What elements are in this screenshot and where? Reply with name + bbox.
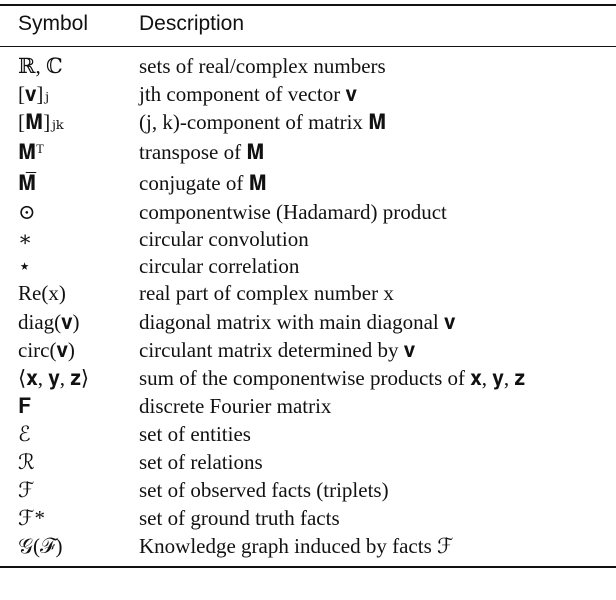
table-row — [0, 310, 616, 337]
row-description: set of relations — [139, 450, 263, 474]
row-symbol: 𝐅 — [18, 394, 32, 418]
row-symbol: 𝒢(ℱ) — [18, 534, 63, 558]
row-description: sum of the componentwise products of 𝐱, 𝐲, 𝐳 — [139, 366, 525, 390]
row-symbol: Re(x) — [18, 281, 66, 305]
table-row — [0, 140, 616, 167]
row-symbol: 𝐌ᵀ — [18, 140, 44, 164]
table-header — [0, 12, 616, 40]
table-row — [0, 82, 616, 109]
row-description: discrete Fourier matrix — [139, 394, 332, 418]
row-symbol: circ(𝐯) — [18, 338, 75, 362]
table-row — [0, 338, 616, 365]
row-symbol: ℰ — [18, 422, 31, 446]
row-description: real part of complex number x — [139, 281, 394, 305]
row-symbol: ∗ — [18, 227, 33, 251]
bottom-rule — [0, 566, 616, 568]
row-description: circular convolution — [139, 227, 309, 251]
row-symbol: ℱ — [18, 478, 35, 502]
table-row — [0, 422, 616, 449]
table-row — [0, 450, 616, 477]
row-description: jth component of vector 𝐯 — [139, 82, 357, 106]
row-description: circulant matrix determined by 𝐯 — [139, 338, 416, 362]
row-description: set of observed facts (triplets) — [139, 478, 389, 502]
table-row — [0, 281, 616, 308]
table-row — [0, 171, 616, 198]
table-row — [0, 200, 616, 227]
table-row — [0, 534, 616, 561]
header-symbol: Symbol — [18, 12, 89, 35]
row-description: set of entities — [139, 422, 251, 446]
row-description: (j, k)-component of matrix 𝐌 — [139, 110, 387, 134]
table-row — [0, 227, 616, 254]
row-symbol: ⊙ — [18, 200, 36, 224]
top-rule — [0, 4, 616, 6]
row-description: transpose of 𝐌 — [139, 140, 265, 164]
row-symbol: [𝐯]ⱼ — [18, 82, 49, 106]
row-symbol: [𝐌]ⱼₖ — [18, 110, 64, 134]
row-symbol: diag(𝐯) — [18, 310, 80, 334]
header-rule — [0, 46, 616, 47]
row-description: circular correlation — [139, 254, 300, 278]
row-description: conjugate of 𝐌 — [139, 171, 267, 195]
row-symbol: 𝐌̅ — [18, 171, 37, 195]
row-description: set of ground truth facts — [139, 506, 340, 530]
table-row — [0, 254, 616, 281]
row-description: sets of real/complex numbers — [139, 54, 386, 78]
row-symbol: ℱ* — [18, 506, 46, 530]
row-symbol: ℝ, ℂ — [18, 54, 63, 78]
table-row — [0, 110, 616, 137]
row-symbol: ⟨𝐱, 𝐲, 𝐳⟩ — [18, 366, 90, 390]
table-row — [0, 478, 616, 505]
header-description: Description — [139, 12, 245, 35]
table-row — [0, 54, 616, 81]
row-symbol: ℛ — [18, 450, 35, 474]
row-description: componentwise (Hadamard) product — [139, 200, 447, 224]
table-row — [0, 366, 616, 393]
table-row — [0, 506, 616, 533]
table-row — [0, 394, 616, 421]
row-description: diagonal matrix with main diagonal 𝐯 — [139, 310, 456, 334]
row-symbol: ⋆ — [18, 254, 32, 278]
row-description: Knowledge graph induced by facts ℱ — [139, 534, 454, 558]
